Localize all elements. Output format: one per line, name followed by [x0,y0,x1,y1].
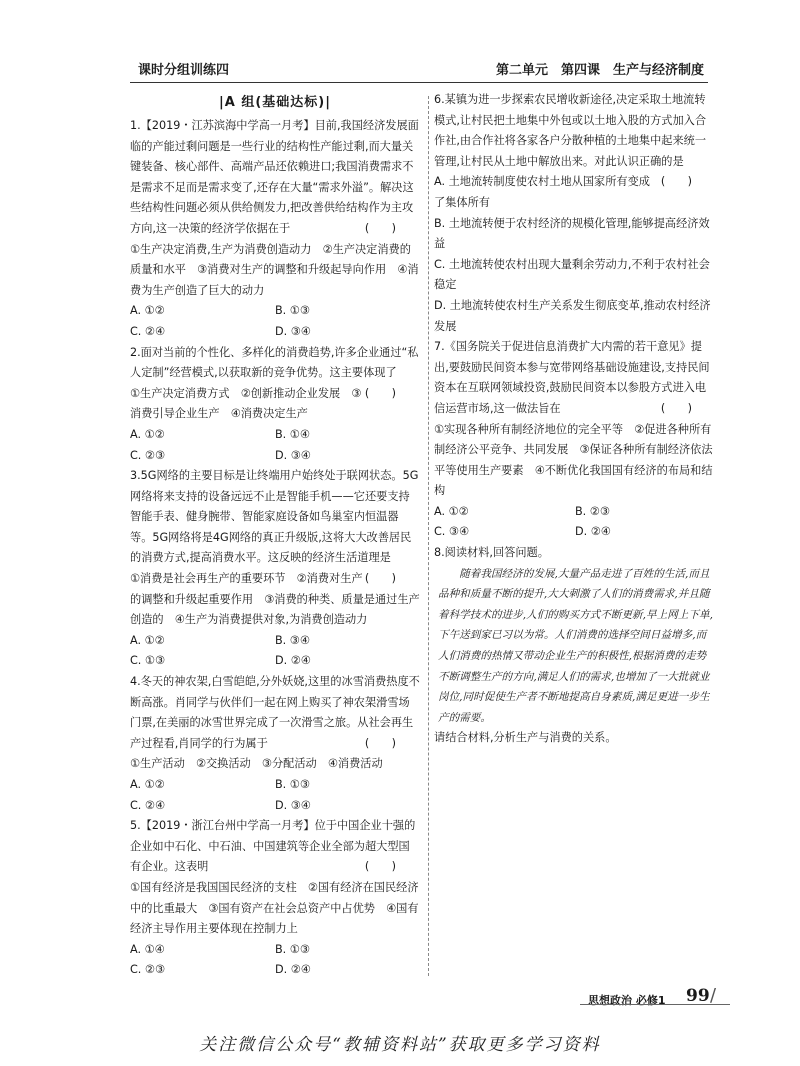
option-b: B. ③④ [275,633,310,647]
question-5 [130,816,420,981]
option-a: A. 土地流转制度使农村土地从国家所有变成了集体所有 [434,175,650,209]
option-d: D. ③④ [275,448,311,462]
column-divider [428,96,429,976]
option-d: D. ②④ [275,654,311,668]
option-d: D. ②④ [275,963,311,977]
option-c: C. 土地流转使农村出现大量剩余劳动力,不利于农村社会稳定 [434,257,710,292]
options [130,775,420,816]
option-c: C. ②④ [130,324,165,338]
handwritten-watermark: 关注微信公众号“教辅资料站”获取更多学习资料 [199,1035,601,1055]
question-stem: 7.《国务院关于促进信息消费扩大内需的若干意见》提出,要鼓励民间资本参与宽带网络基础设施建设,支持民间资本在互联网领域投资,鼓励民间资本以参股方式进入电信运营市场,这一做法旨在 [434,340,710,415]
option-b: B. ①③ [275,778,310,791]
question-items: ①生产决定消费,生产为消费创造动力 ②生产决定消费的质量和水平 ③消费对生产的调整和升级起导向作用 ④消费为生产创造了巨大的动力 [130,242,419,297]
question-items: ①国有经济是我国国民经济的支柱 ②国有经济在国民经济中的比重最大 ③国有资产在社会总资产中占优势 ④国有经济主导作用主要体现在控制力上 [130,880,419,936]
option-a: A. ①② [130,304,165,318]
question-stem: 3.5G网络的主要目标是让终端用户始终处于联网状态。5G网络将来支持的设备远远不止是智能手机——它还要支持智能手表、健身腕带、智能家庭设备如鸟巢室内恒温器等。5G网络将是4G网络的真正升级版,这将大大改善居民的消费方式,提高消费水平。这反映的经济生活道理是 [130,469,419,565]
footer-rule [580,1004,730,1005]
options [130,940,420,981]
options [130,301,420,342]
answer-paren: ( ) [364,572,396,586]
question-items: ①消费是社会再生产的重要环节 ②消费对生产的调整和升级起重要作用 ③消费的种类、质量是通过生产创造的 ④生产为消费提供对象,为消费创造动力 [130,572,420,627]
footer-subject: 思想政治 必修1 [588,994,666,1007]
page-number: 99 [686,986,710,1006]
option-c: C. ②④ [130,798,165,812]
option-b: B. 土地流转便于农村经济的规模化管理,能够提高经济效益 [434,216,710,251]
option-a: A. ①② [130,633,165,647]
question-3 [130,466,420,672]
option-b: B. ①④ [275,427,310,441]
reading-passage: 随着我国经济的发展,大量产品走进了百姓的生活,而且品种和质量不断的提升,大大刺激了人们的消费需求,并且随着科学技术的进步,人们的购买方式不断更新,早上网上下单,下午送到家已习以为常。人们消费的选择空间日益增多,而人们消费的热情又带动企业生产的积极性,根据消费的走势不断调整生产的方向,满足人们的需求,也增加了一大批就业岗位,同时促使生产者不断地提高自身素质,满足更进一步生产的需要。 [438,567,713,724]
section-title: |A 组(基础达标)| [219,95,331,110]
option-c: C. ②③ [130,448,165,462]
question-stem: 6.某镇为进一步探索农民增收新途径,决定采取土地流转模式,让村民把土地集中外包或以土地入股的方式加入合作社,由合作社将各家各户分散种植的土地集中起来统一管理,让村民从土地中解放出来。对此认识正确的是 [434,93,707,168]
question-stem: 5.【2019・浙江台州中学高一月考】位于中国企业十强的企业如中石化、中石油、中国建筑等企业全部为超大型国有企业。这表明 [130,819,416,874]
option-d: D. ③④ [275,798,311,812]
question-4 [130,672,420,816]
page-slash-mark: / [710,985,717,1006]
header-title: 课时分组训练四 [138,63,230,78]
option-a: A. ①② [130,427,165,441]
question-stem: 4.冬天的神农架,白雪皑皑,分外妖娆,这里的冰雪消费热度不断高涨。肖同学与伙伴们一起在网上购买了神农架滑雪场门票,在美丽的冰雪世界完成了一次滑雪之旅。从社会再生产过程看,肖同学的行为属于 [130,675,420,750]
question-7 [434,337,716,543]
header-rule [130,82,708,83]
options [434,502,716,543]
right-column [434,90,716,749]
options [130,631,420,672]
option-c: C. ③④ [434,525,469,539]
option-c: C. ①③ [130,654,165,668]
question-stem: 8.阅读材料,回答问题。 [434,546,549,560]
option-b: B. ①③ [275,942,310,956]
answer-paren: ( ) [364,736,396,750]
question-8 [434,543,716,749]
answer-paren: ( ) [364,860,396,874]
answer-paren: ( ) [364,221,396,235]
question-1 [130,116,420,343]
option-a: A. ①④ [130,942,165,956]
option-d: D. ②④ [575,525,611,539]
question-stem: 1.【2019・江苏滨海中学高一月考】目前,我国经济发展面临的产能过剩问题是一些行业的结构性产能过剩,而大量关键装备、核心部件、高端产品还依赖进口;我国消费需求不是需求不足而是需求变了,还存在大量“需求外溢”。解决这些结构性问题必须从供给侧发力,把改善供给结构作为主攻方向,这一决策的经济学依据在于 [130,119,419,235]
option-d: D. ③④ [275,324,311,338]
question-items: ①生产决定消费方式 ②创新推动企业发展 ③消费引导企业生产 ④消费决定生产 [130,386,362,421]
option-d: D. 土地流转使农村生产关系发生彻底变革,推动农村经济发展 [434,298,711,333]
option-b: B. ①③ [275,304,310,318]
header-unit: 第二单元 第四课 生产与经济制度 [495,63,704,78]
question-stem: 2.面对当前的个性化、多样化的消费趋势,许多企业通过“私人定制”经营模式,以获取新的竞争优势。这主要体现了 [130,345,419,380]
question-6 [434,90,716,337]
question-2 [130,343,420,467]
answer-paren: ( ) [364,386,396,400]
answer-paren: ( ) [660,175,692,189]
left-column [130,90,420,981]
option-a: A. ①② [434,504,469,518]
options [130,425,420,466]
option-c: C. ②③ [130,963,165,977]
option-b: B. ②③ [575,504,610,518]
option-a: A. ①② [130,778,165,791]
question-prompt: 请结合材料,分析生产与消费的关系。 [434,731,617,745]
question-items: ①实现各种所有制经济地位的完全平等 ②促进各种所有制经济公平竞争、共同发展 ③保证各种所有制经济依法平等使用生产要素 ④不断优化我国国有经济的布局和结构 [434,422,713,498]
answer-paren: ( ) [660,401,692,415]
question-items: ①生产活动 ②交换活动 ③分配活动 ④消费活动 [130,757,383,771]
